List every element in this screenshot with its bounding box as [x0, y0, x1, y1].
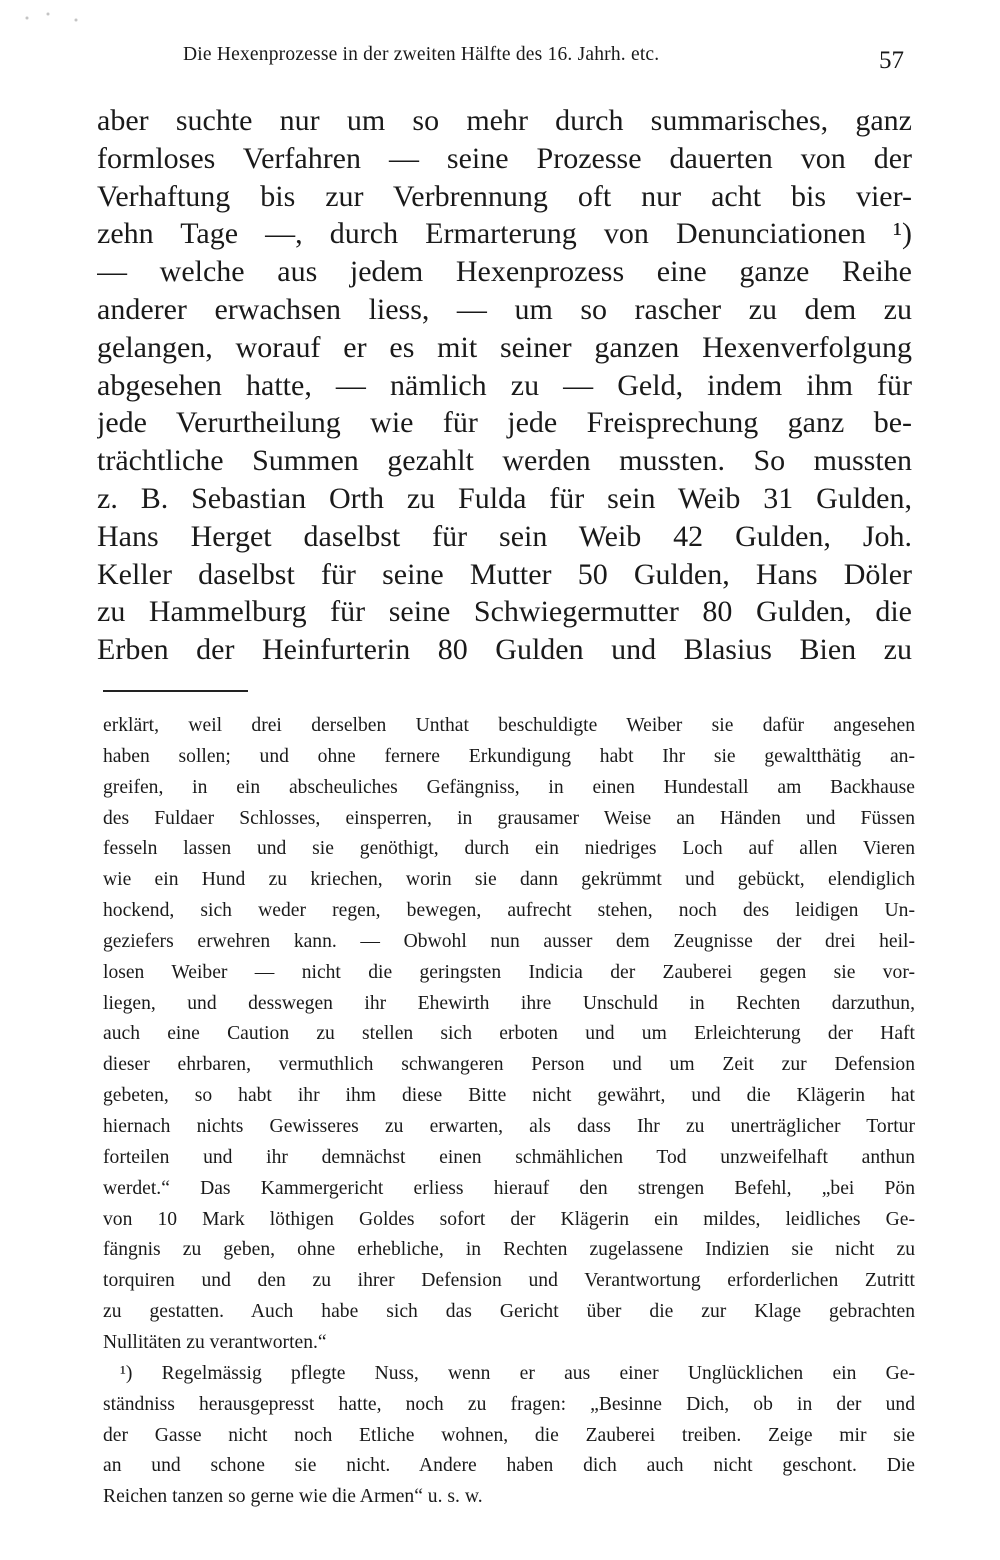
text-line: Hans Herget daselbst für sein Weib 42 Gulden, Joh. — [97, 519, 912, 553]
text-line: z. B. Sebastian Orth zu Fulda für sein Weib 31 Gulden, — [97, 481, 912, 515]
footnote-separator — [103, 690, 248, 692]
text-line: torquiren und den zu ihrer Defension und Verantwortung erforderlichen Zutritt — [103, 1270, 915, 1292]
text-line: fängnis zu geben, ohne erhebliche, in Rechten zugelassene Indizien sie nicht zu — [103, 1239, 915, 1261]
text-line: losen Weiber — nicht die geringsten Indicia der Zauberei gegen sie vor- — [103, 961, 915, 983]
scan-speck — [20, 8, 90, 28]
text-line: liegen, und desswegen ihr Ehewirth ihre Unschuld in Rechten darzuthun, — [103, 992, 915, 1014]
text-line: werdet.“ Das Kammergericht erliess hierauf den strengen Befehl, „bei Pön — [103, 1177, 915, 1199]
text-line: erklärt, weil drei derselben Unthat beschuldigte Weiber sie dafür angesehen — [103, 715, 915, 736]
running-title: Die Hexenprozesse in der zweiten Hälfte des 16. Jahrh. etc. — [183, 44, 660, 65]
text-line: anderer erwachsen liess, — um so rascher zu dem zu — [97, 292, 912, 326]
text-line: greifen, in ein abscheuliches Gefängniss, in einen Hundestall am Backhause — [103, 776, 915, 798]
text-line: trächtliche Summen gezahlt werden mussten. So mussten — [97, 444, 912, 478]
text-line: formloses Verfahren — seine Prozesse dauerten von der — [97, 141, 912, 175]
text-line: zehn Tage —, durch Ermarterung von Denunciationen ¹) — [97, 217, 912, 251]
text-line: abgesehen hatte, — nämlich zu — Geld, indem ihm für — [97, 368, 912, 402]
text-line: ¹) Regelmässig pflegte Nuss, wenn er aus einer Unglücklichen ein Ge- — [120, 1363, 915, 1384]
text-line: fesseln lassen und sie genöthigt, durch ein niedriges Loch auf allen Vieren — [103, 838, 915, 860]
text-line: zu Hammelburg für seine Schwiegermutter 80 Gulden, die — [97, 595, 912, 629]
page-number: 57 — [879, 47, 904, 74]
text-line: wie ein Hund zu kriechen, worin sie dann gekrümmt und gebückt, elendiglich — [103, 869, 915, 891]
text-line: an und schone sie nicht. Andere haben dich auch nicht geschont. Die — [103, 1455, 915, 1477]
text-line: der Gasse nicht noch Etliche wohnen, die Zauberei treiben. Zeige mir sie — [103, 1424, 915, 1446]
text-line: Keller daselbst für seine Mutter 50 Gulden, Hans Döler — [97, 557, 912, 591]
text-line: Nullitäten zu verantworten.“ — [103, 1331, 327, 1353]
text-line: von 10 Mark löthigen Goldes sofort der Klägerin ein mildes, leidliches Ge- — [103, 1208, 915, 1230]
footnote-1 — [103, 1359, 915, 1513]
text-line: aber suchte nur um so mehr durch summarisches, ganz — [97, 104, 912, 137]
body-text — [97, 102, 912, 669]
text-line: forteilen und ihr demnächst einen schmählichen Tod unzweifelhaft anthun — [103, 1146, 915, 1168]
text-line: des Fuldaer Schlosses, einsperren, in grausamer Weise an Händen und Füssen — [103, 807, 915, 829]
text-line: jede Verurtheilung wie für jede Freisprechung ganz be- — [97, 406, 912, 440]
text-line: — welche aus jedem Hexenprozess eine ganze Reihe — [97, 255, 912, 289]
text-line: dieser ehrbaren, vermuthlich schwangeren Person und um Zeit zur Defension — [103, 1054, 915, 1076]
text-line: gebeten, so habt ihr ihm diese Bitte nicht gewährt, und die Klägerin hat — [103, 1085, 915, 1107]
text-line: Verhaftung bis zur Verbrennung oft nur acht bis vier- — [97, 179, 912, 213]
text-line: auch eine Caution zu stellen sich erboten und um Erleichterung der Haft — [103, 1023, 915, 1045]
text-line: Erben der Heinfurterin 80 Gulden und Blasius Bien zu — [97, 633, 912, 667]
text-line: zu gestatten. Auch habe sich das Gericht über die zur Klage gebrachten — [103, 1301, 915, 1323]
footnote-continued — [103, 711, 915, 1359]
text-line: hockend, sich weder regen, bewegen, aufrecht stehen, noch des leidigen Un- — [103, 900, 915, 922]
text-line: Reichen tanzen so gerne wie die Armen“ u. s. w. — [103, 1486, 483, 1508]
text-line: ständniss herausgepresst hatte, noch zu fragen: „Besinne Dich, ob in der und — [103, 1393, 915, 1415]
text-line: hiernach nichts Gewisseres zu erwarten, als dass Ihr zu unerträglicher Tortur — [103, 1115, 915, 1137]
text-line: geziefers erwehren kann. — Obwohl nun ausser dem Zeugnisse der drei heil- — [103, 930, 915, 952]
text-line: gelangen, worauf er es mit seiner ganzen Hexenverfolgung — [97, 330, 912, 364]
text-line: haben sollen; und ohne fernere Erkundigung habt Ihr sie gewaltthätig an- — [103, 745, 915, 767]
